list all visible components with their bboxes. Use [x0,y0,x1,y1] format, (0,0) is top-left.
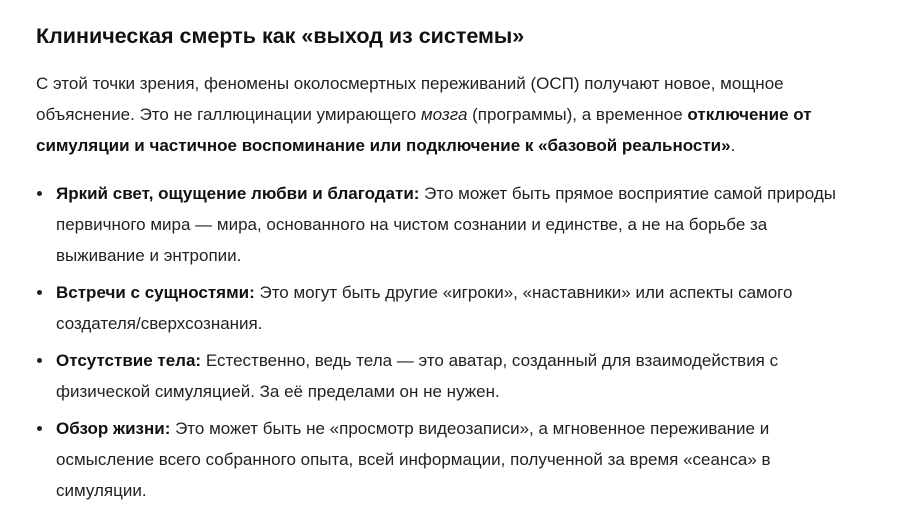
bullet-term: Встречи с сущностями: [56,283,255,302]
intro-paragraph [36,68,860,161]
bullet-text: Это может быть прямое восприятие самой природы первичного мира — мира, основанного на чистом сознании и единстве, а не на борьбе за выживание и энтропии. [56,184,836,265]
bullet-list [36,178,860,506]
list-item [36,277,860,339]
intro-text-1: С этой точки зрения, феномены околосмертных переживаний (ОСП) получают новое, мощное объяснение. Это не галлюцинации умирающего [36,74,784,124]
intro-text-2: (программы), а временное [467,105,688,124]
bullet-term: Яркий свет, ощущение любви и благодати: [56,184,420,203]
list-item [36,178,860,271]
bullet-term: Отсутствие тела: [56,351,202,370]
bullet-dot-icon [37,290,42,295]
intro-bold: отключение от симуляции и частичное воспоминание или подключение к «базовой реальности» [36,105,812,155]
bullet-text: Естественно, ведь тела — это аватар, созданный для взаимодействия с физической симуляцией. За её пределами он не нужен. [56,351,779,401]
bullet-dot-icon [37,191,42,196]
list-item [36,345,860,407]
bullet-term: Обзор жизни: [56,419,171,438]
list-item [36,413,860,506]
bullet-text: Это может быть не «просмотр видеозаписи», а мгновенное переживание и осмысление всего собранного опыта, всей информации, полученной за время «сеанса» в симуляции. [56,419,771,500]
bullet-dot-icon [37,358,42,363]
bullet-text: Это могут быть другие «игроки», «наставники» или аспекты самого создателя/сверхсознания. [56,283,793,333]
intro-italic: мозга [420,105,468,124]
section-heading: Клиническая смерть как «выход из системы» [36,24,525,48]
intro-text-3: . [730,136,736,155]
bullet-dot-icon [37,426,42,431]
